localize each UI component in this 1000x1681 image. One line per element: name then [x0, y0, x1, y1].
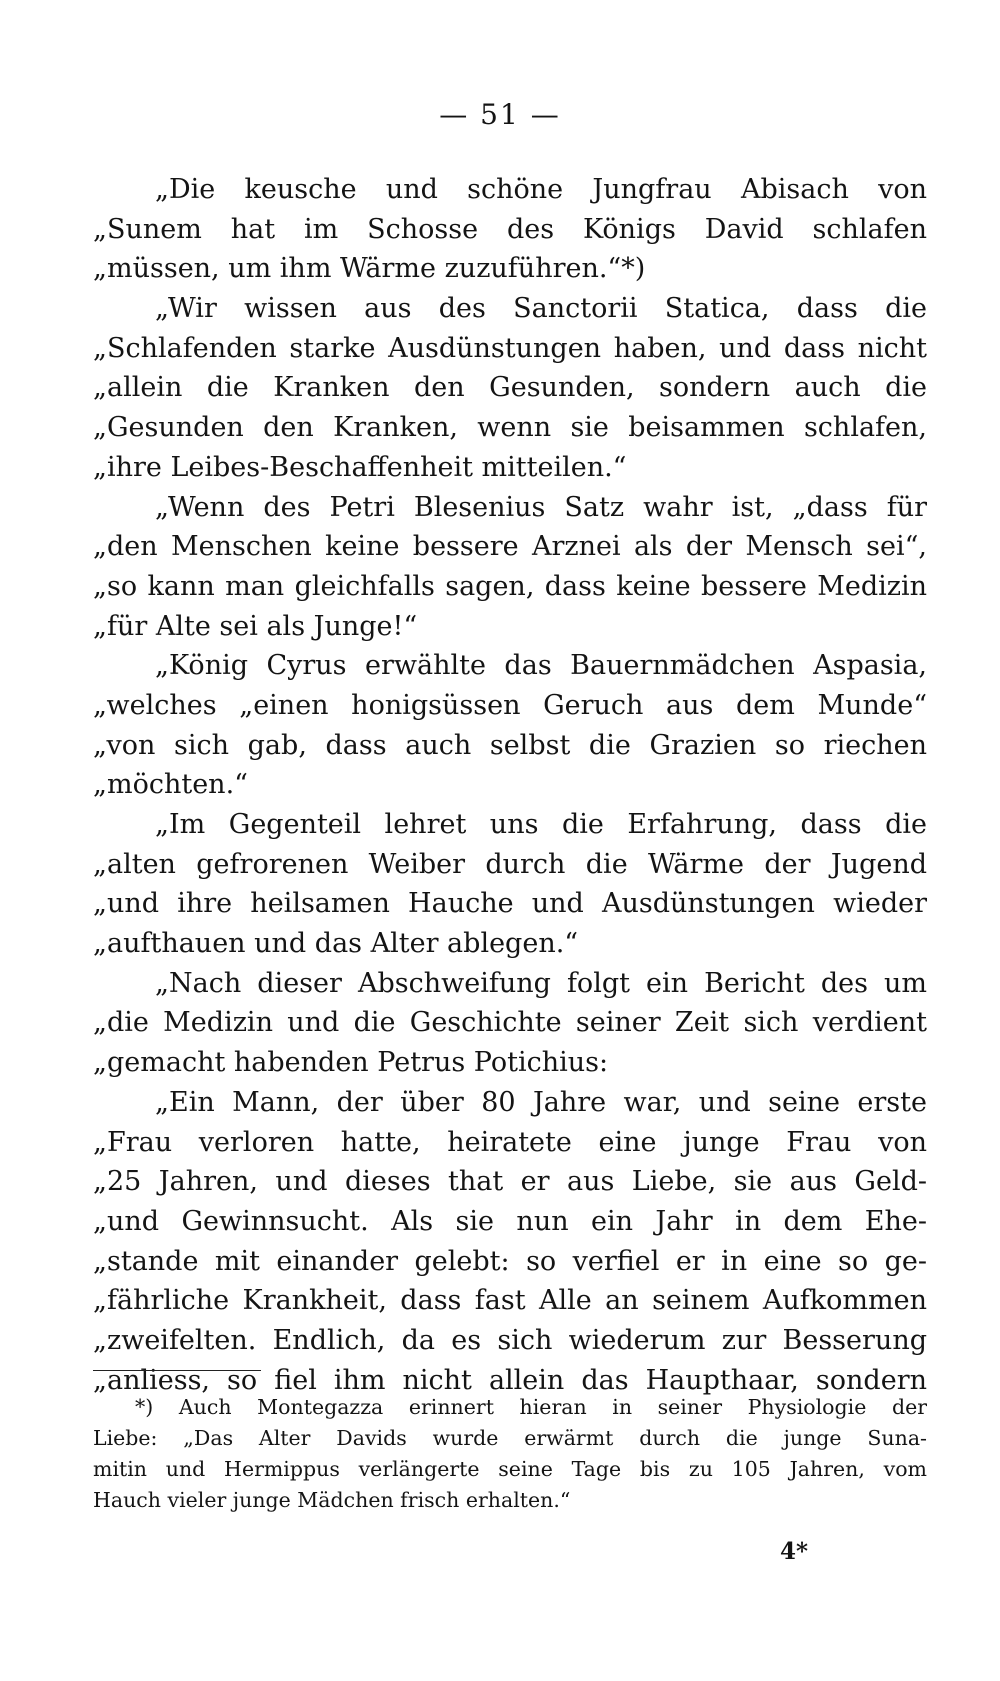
text-line: „Frau verloren hatte, heiratete eine junge Frau von [93, 1126, 927, 1158]
footnote-line: mitin und Hermippus verlängerte seine Tage bis zu 105 Jahren, vom [93, 1457, 927, 1481]
body-text [93, 170, 927, 1400]
page-number: — 51 — [439, 98, 561, 131]
text-line: „zweifelten. Endlich, da es sich wiederum zur Besserung [93, 1324, 927, 1356]
text-line: „fährliche Krankheit, dass fast Alle an seinem Aufkommen [93, 1285, 927, 1317]
text-line: „von sich gab, dass auch selbst die Grazien so riechen [93, 729, 927, 761]
text-line: „Im Gegenteil lehret uns die Erfahrung, dass die [155, 809, 927, 840]
text-line: „für Alte sei als Junge!“ [93, 610, 418, 642]
text-line: „25 Jahren, und dieses that er aus Liebe, sie aus Geld- [93, 1166, 927, 1198]
text-line: „und Gewinnsucht. Als sie nun ein Jahr in dem Ehe- [93, 1205, 927, 1237]
footnote-rule [93, 1370, 261, 1371]
text-line: „Wenn des Petri Blesenius Satz wahr ist, „dass für [155, 491, 927, 523]
footnote-line: *) Auch Montegazza erinnert hieran in seiner Physiologie der [135, 1395, 927, 1419]
text-line: „anliess, so fiel ihm nicht allein das Haupthaar, sondern [93, 1364, 927, 1396]
footnotes [93, 1392, 927, 1516]
text-line: „möchten.“ [93, 769, 248, 801]
text-line: „alten gefrorenen Weiber durch die Wärme der Jugend [93, 848, 927, 880]
text-line: „Wir wissen aus des Sanctorii Statica, dass die [155, 293, 927, 325]
text-line: „und ihre heilsamen Hauche und Ausdünstungen wieder [93, 888, 927, 920]
text-line: „den Menschen keine bessere Arznei als der Mensch sei“, [93, 531, 927, 563]
text-line: „Die keusche und schöne Jungfrau Abisach von [155, 174, 927, 205]
text-line: „gemacht habenden Petrus Potichius: [93, 1047, 609, 1079]
text-line: „welches „einen honigsüssen Geruch aus dem Munde“ [93, 689, 927, 721]
text-line: „die Medizin und die Geschichte seiner Zeit sich verdient [93, 1007, 927, 1039]
text-line: „Sunem hat im Schosse des Königs David schlafen [93, 213, 927, 245]
text-line: „stande mit einander gelebt: so verfiel er in eine so ge- [93, 1245, 927, 1277]
text-line: „so kann man gleichfalls sagen, dass keine bessere Medizin [93, 570, 927, 602]
footnote-line: Hauch vieler junge Mädchen frisch erhalten.“ [93, 1488, 571, 1512]
text-line: „Schlafenden starke Ausdünstungen haben, und dass nicht [93, 332, 927, 364]
text-line: „ihre Leibes-Beschaffenheit mitteilen.“ [93, 451, 627, 483]
text-line: „allein die Kranken den Gesunden, sondern auch die [93, 372, 927, 404]
text-line: „Nach dieser Abschweifung folgt ein Bericht des um [155, 967, 927, 999]
text-line: „müssen, um ihm Wärme zuzuführen.“*) [93, 253, 646, 285]
footnote-line: Liebe: „Das Alter Davids wurde erwärmt durch die junge Suna- [93, 1426, 927, 1450]
text-line: „Ein Mann, der über 80 Jahre war, und seine erste [155, 1086, 927, 1118]
signature-mark: 4* [780, 1538, 809, 1565]
text-line: „Gesunden den Kranken, wenn sie beisammen schlafen, [93, 412, 927, 444]
text-line: „aufthauen und das Alter ablegen.“ [93, 928, 579, 960]
text-line: „König Cyrus erwählte das Bauernmädchen Aspasia, [155, 650, 927, 682]
